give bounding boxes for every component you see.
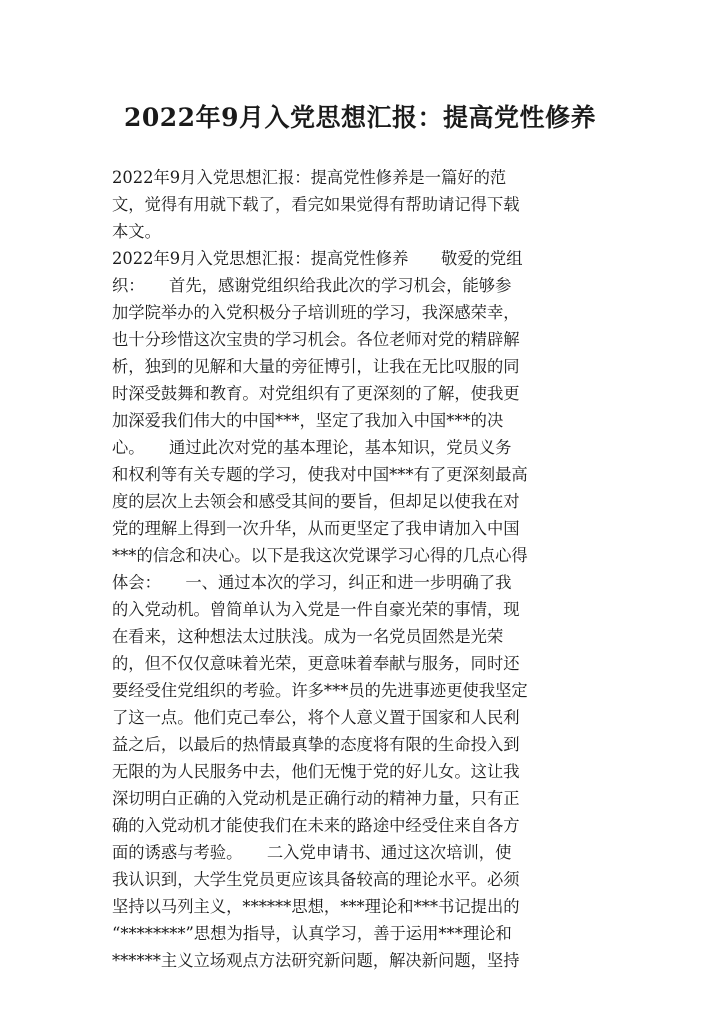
- body-line: 的入党动机。曾简单认为入党是一件自豪光荣的事情，现: [112, 600, 520, 619]
- body-line: 无限的为人民服务中去，他们无愧于党的好儿女。这让我: [112, 762, 520, 781]
- body-line: 心。 通过此次对党的基本理论，基本知识，党员义务: [112, 438, 512, 457]
- body-line: 了这一点。他们克己奉公，将个人意义置于国家和人民利: [112, 708, 520, 727]
- body-line: 的，但不仅仅意味着光荣，更意味着奉献与服务，同时还: [112, 654, 520, 673]
- body-line: 加学院举办的入党积极分子培训班的学习，我深感荣幸，: [112, 303, 520, 322]
- body-line: 文，觉得有用就下载了，看完如果觉得有帮助请记得下载: [112, 195, 520, 214]
- body-line: 面的诱惑与考验。 二入党申请书、通过这次培训，使: [112, 843, 512, 862]
- body-line: 确的入党动机才能使我们在未来的路途中经受住来自各方: [112, 816, 520, 835]
- body-line: 党的理解上得到一次升华，从而更坚定了我申请加入中国: [112, 519, 520, 538]
- body-line: 我认识到，大学生党员更应该具备较高的理论水平。必须: [112, 870, 520, 889]
- body-line: 益之后，以最后的热情最真挚的态度将有限的生命投入到: [112, 735, 520, 754]
- body-line: ******主义立场观点方法研究新问题，解决新问题，坚持: [112, 951, 520, 970]
- body-line: ***的信念和决心。以下是我这次党课学习心得的几点心得: [112, 546, 528, 565]
- body-line: 度的层次上去领会和感受其间的要旨，但却足以使我在对: [112, 492, 520, 511]
- body-line: 织： 首先，感谢党组织给我此次的学习机会，能够参: [112, 276, 512, 295]
- body-line: 2022年9月入党思想汇报：提高党性修养是一篇好的范: [112, 168, 507, 187]
- body-line: “********”思想为指导，认真学习，善于运用***理论和: [112, 924, 512, 943]
- body-line: 时深受鼓舞和教育。对党组织有了更深刻的了解，使我更: [112, 384, 520, 403]
- body-line: 析，独到的见解和大量的旁征博引，让我在无比叹服的同: [112, 357, 520, 376]
- body-line: 也十分珍惜这次宝贵的学习机会。各位老师对党的精辟解: [112, 330, 520, 349]
- body-line: 深切明白正确的入党动机是正确行动的精神力量，只有正: [112, 789, 520, 808]
- body-line: 要经受住党组织的考验。许多***员的先进事迹更使我坚定: [112, 681, 528, 700]
- document-body: [112, 164, 612, 974]
- body-line: 体会： 一、通过本次的学习，纠正和进一步明确了我: [112, 573, 512, 592]
- document-title: 2022年9月入党思想汇报：提高党性修养: [124, 103, 596, 132]
- body-line: 和权利等有关专题的学习，使我对中国***有了更深刻最高: [112, 465, 528, 484]
- body-line: 本文。: [112, 222, 161, 241]
- body-line: 加深爱我们伟大的中国***，坚定了我加入中国***的决: [112, 411, 504, 430]
- body-line: 坚持以马列主义，******思想，***理论和***书记提出的: [112, 897, 520, 916]
- body-line: 在看来，这种想法太过肤浅。成为一名党员固然是光荣: [112, 627, 504, 646]
- body-line: 2022年9月入党思想汇报：提高党性修养 敬爱的党组: [112, 249, 523, 268]
